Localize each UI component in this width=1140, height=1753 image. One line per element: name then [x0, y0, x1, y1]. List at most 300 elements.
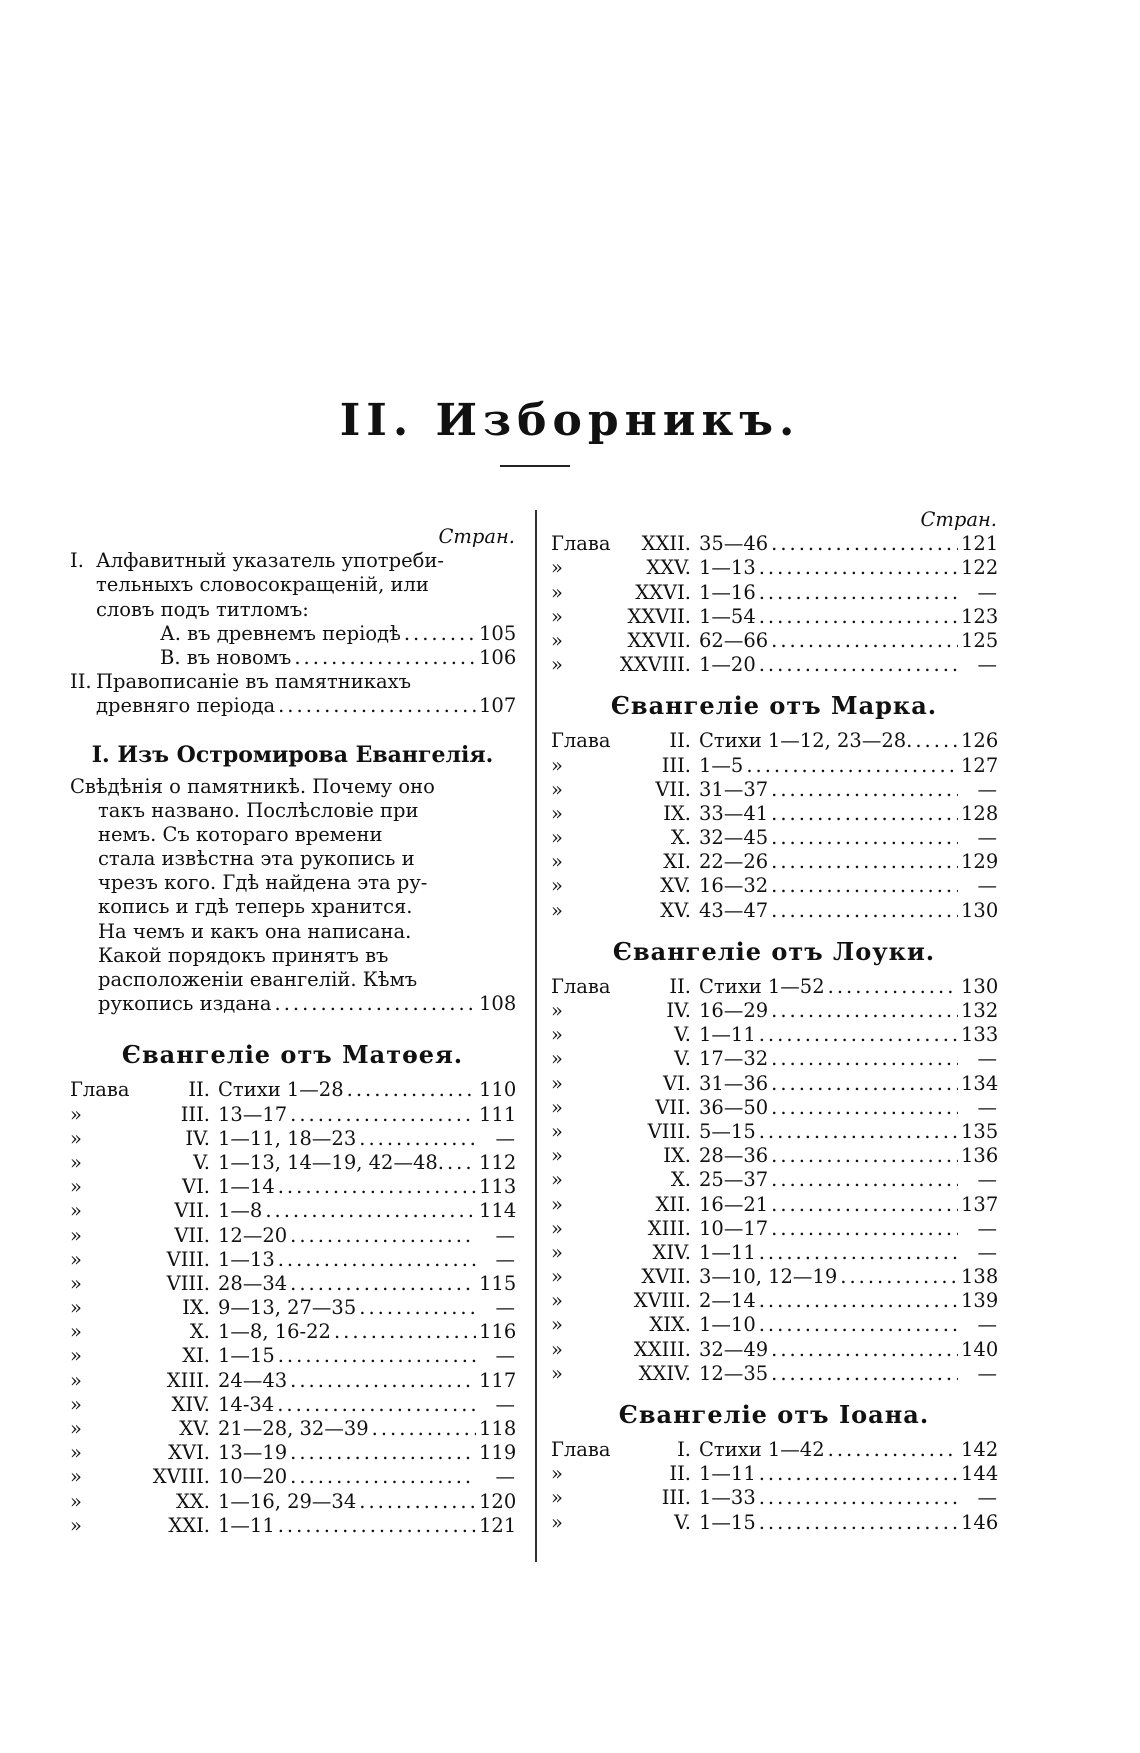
chapter-number: IV. [185, 1126, 210, 1150]
chapter-entry [551, 1072, 997, 1096]
verse-range: 24—43 [218, 1368, 288, 1392]
chapter-number: VII. [174, 1223, 210, 1247]
chapter-entry [551, 1486, 997, 1510]
verse-range: 2—14 [699, 1289, 756, 1313]
chapter-label: Глава [70, 1078, 130, 1102]
chapter-number: XV. [179, 1417, 210, 1440]
toc-text: древняго періода [96, 694, 276, 718]
chapter-number: XII. [655, 1192, 691, 1216]
verse-range: 12—35 [699, 1361, 769, 1385]
page-number: 130 [961, 898, 999, 922]
chapter-label: » [70, 1150, 82, 1174]
chapter-entry [70, 1103, 515, 1127]
chapter-label: » [551, 898, 563, 922]
dot-leader [447, 1151, 476, 1175]
chapter-number: VII. [655, 1095, 691, 1119]
chapter-number: XX. [176, 1489, 210, 1513]
chapter-label: » [70, 1126, 82, 1150]
dot-leader [771, 1193, 958, 1217]
chapter-label: » [70, 1271, 82, 1295]
chapter-label: Глава [551, 1438, 611, 1461]
page-number: 112 [479, 1150, 517, 1174]
chapter-entry [70, 1393, 515, 1417]
page-number: — [495, 1223, 515, 1247]
verse-range: 32—45 [699, 826, 769, 850]
chapter-entry [551, 874, 997, 898]
dot-leader [275, 992, 476, 1016]
paragraph-last-line [70, 992, 515, 1016]
verse-range: 1—15 [218, 1344, 275, 1368]
dot-leader [759, 1023, 958, 1047]
dot-leader [278, 1514, 476, 1538]
verse-range: 9—13, 27—35 [218, 1296, 357, 1320]
verse-range: 10—17 [699, 1216, 769, 1240]
dot-leader [759, 581, 958, 605]
toc-text: словъ подъ титломъ: [96, 597, 309, 621]
chapter-entry [551, 778, 997, 802]
dot-leader [278, 694, 476, 718]
verse-range: 1—54 [699, 604, 756, 628]
section-title: I. Изъ Остромирова Евангелія. [91, 741, 494, 768]
verse-range: 1—33 [699, 1486, 756, 1510]
chapter-label: » [70, 1320, 82, 1344]
chapter-number: VIII. [647, 1119, 691, 1143]
chapter-number: XIII. [647, 1216, 691, 1240]
chapter-label: » [551, 1192, 563, 1216]
dot-leader [771, 899, 958, 923]
page-number: 138 [961, 1265, 999, 1289]
matthew-list [70, 1078, 515, 1538]
chapter-label: » [70, 1441, 82, 1465]
chapter-number: XV. [660, 874, 691, 898]
matthew-title: Євангеліе отъ Матѳея. [121, 1040, 464, 1070]
page-number: — [977, 1240, 997, 1264]
dot-leader [771, 629, 958, 653]
verse-range: 1—16 [699, 580, 756, 604]
page-number: — [977, 1216, 997, 1240]
chapter-number: VI. [663, 1071, 691, 1095]
verse-range: 1—8, 16-22 [218, 1320, 331, 1344]
chapter-label: » [551, 753, 563, 777]
chapter-number: III. [661, 753, 691, 777]
dot-leader [771, 850, 958, 874]
paragraph-line: расположеніи евангелій. Кѣмъ [98, 968, 418, 991]
chapter-entry [70, 1224, 515, 1248]
chapter-number: XXII. [641, 532, 691, 556]
chapter-entry [70, 1490, 515, 1514]
verse-range: Стихи 1—52 [699, 974, 825, 998]
verse-range: 62—66 [699, 628, 769, 652]
dot-leader [290, 1369, 476, 1393]
chapter-number: II. [188, 1078, 210, 1102]
dot-leader [404, 622, 476, 646]
chapter-number: XIV. [652, 1240, 691, 1264]
dot-leader [359, 1127, 476, 1151]
right-column [551, 508, 997, 1535]
page-number: — [495, 1247, 515, 1271]
chapter-entry [551, 826, 997, 850]
chapter-entry [551, 999, 997, 1023]
toc-text: тельныхъ словосокращеній, или [96, 573, 429, 597]
chapter-label: » [70, 1368, 82, 1392]
chapter-number: X. [670, 1168, 691, 1192]
toc-number: II. [70, 670, 92, 694]
dot-leader [359, 1296, 476, 1320]
dot-leader [771, 1217, 958, 1241]
chapter-entry [551, 629, 997, 653]
verse-range: 36—50 [699, 1095, 769, 1119]
paragraph-line: немъ. Съ котораго времени [98, 822, 383, 846]
chapter-label: » [551, 1313, 563, 1337]
page-number: 105 [479, 621, 517, 645]
page-number: — [495, 1126, 515, 1150]
john-list [551, 1438, 997, 1535]
toc-entry [70, 670, 515, 694]
toc-list [70, 549, 515, 718]
page-number: 126 [961, 729, 999, 753]
page-number: — [977, 1168, 997, 1192]
chapter-label: » [551, 556, 563, 580]
page-number: — [977, 653, 997, 677]
verse-range: 16—29 [699, 999, 769, 1022]
page-number: 120 [479, 1489, 517, 1513]
chapter-label: » [551, 604, 563, 628]
chapter-label: » [70, 1465, 82, 1489]
chapter-label: » [551, 1216, 563, 1240]
toc-entry [70, 549, 515, 573]
verse-range: 1—13 [218, 1247, 275, 1271]
dot-leader [746, 754, 958, 778]
chapter-number: XIII. [166, 1368, 210, 1392]
page-number: 123 [961, 604, 999, 628]
chapter-entry [70, 1248, 515, 1272]
chapter-label: » [70, 1417, 82, 1440]
toc-entry [70, 646, 515, 670]
chapter-entry [551, 653, 997, 677]
dot-leader [771, 826, 958, 850]
page-number: — [495, 1344, 515, 1368]
toc-number: I. [70, 549, 84, 573]
verse-range: 5—15 [699, 1119, 756, 1143]
chapter-number: XV. [660, 898, 691, 922]
verse-range: 12—20 [218, 1223, 288, 1247]
verse-range: 1—11 [218, 1513, 275, 1537]
chapter-entry [551, 1362, 997, 1386]
chapter-number: XXVIII. [619, 653, 691, 677]
verse-range: 31—36 [699, 1071, 769, 1095]
toc-text: Алфавитный указатель употреби- [96, 549, 444, 573]
dot-leader [759, 1313, 958, 1337]
chapter-number: II. [669, 729, 691, 753]
chapter-entry [551, 1289, 997, 1313]
page-number: 130 [961, 974, 999, 998]
chapter-number: XI. [182, 1344, 210, 1368]
chapter-label: » [70, 1175, 82, 1199]
column-divider [535, 510, 537, 1562]
dot-leader [759, 556, 958, 580]
paragraph-line: На чемъ и какъ она написана. [98, 919, 412, 943]
chapter-label: » [551, 777, 563, 801]
page-number: — [977, 826, 997, 850]
chapter-number: VII. [655, 777, 691, 801]
toc-entry [70, 694, 515, 718]
chapter-entry [551, 1096, 997, 1120]
chapter-number: XXIII. [633, 1337, 691, 1361]
dot-leader [294, 646, 476, 670]
verse-range: 13—19 [218, 1441, 288, 1465]
chapter-label: » [70, 1199, 82, 1223]
chapter-number: V. [674, 1047, 691, 1071]
chapter-number: VIII. [166, 1271, 210, 1295]
left-column [70, 525, 515, 1538]
page-number: 129 [961, 850, 999, 874]
verse-range: 3—10, 12—19 [699, 1265, 838, 1289]
toc-text: В. въ новомъ [160, 645, 292, 669]
paragraph-last-text: рукопись издана [98, 992, 272, 1016]
john-title: Євангеліе отъ Іоана. [618, 1400, 930, 1429]
chapter-number: VIII. [166, 1247, 210, 1271]
dot-leader [771, 1144, 958, 1168]
dot-leader [359, 1490, 476, 1514]
chapter-label: » [551, 1361, 563, 1385]
dot-leader [771, 999, 958, 1023]
chapter-number: XVI. [168, 1441, 210, 1465]
chapter-entry [551, 975, 997, 999]
verse-range: 16—21 [699, 1192, 769, 1216]
chapter-label: » [551, 580, 563, 604]
chapter-label: » [70, 1344, 82, 1368]
page-number: — [495, 1465, 515, 1489]
chapter-entry [70, 1344, 515, 1368]
chapter-entry [70, 1199, 515, 1223]
toc-text: А. въ древнемъ періодѣ [160, 621, 401, 645]
page-number: — [977, 1486, 997, 1510]
chapter-label: Глава [551, 974, 611, 998]
chapter-label: » [551, 628, 563, 652]
luke-title: Євангеліе отъ Лоуки. [612, 936, 936, 966]
dot-leader [278, 1344, 476, 1368]
chapter-label: » [551, 1095, 563, 1119]
chapter-number: XXVII. [627, 604, 691, 628]
chapter-label: » [551, 801, 563, 825]
verse-range: 21—28, 32—39 [218, 1417, 369, 1440]
chapter-number: IX. [663, 1144, 691, 1168]
matthew-continued-list [551, 532, 997, 677]
chapter-label: » [551, 1144, 563, 1168]
dot-leader [278, 1248, 476, 1272]
chapter-label: » [70, 1489, 82, 1513]
chapter-number: IX. [182, 1296, 210, 1320]
chapter-entry [551, 1144, 997, 1168]
chapter-label: » [551, 999, 563, 1022]
page-number: 134 [961, 1071, 999, 1095]
chapter-number: XVIII. [633, 1289, 691, 1313]
page-number: 108 [479, 992, 517, 1016]
verse-range: 1—11, 18—23 [218, 1126, 357, 1150]
chapter-number: V. [674, 1510, 691, 1534]
chapter-entry [551, 1168, 997, 1192]
chapter-number: XXV. [646, 556, 691, 580]
dot-leader [290, 1272, 476, 1296]
verse-range: 1—13, 14—19, 42—48. [218, 1150, 444, 1174]
chapter-number: X. [189, 1320, 210, 1344]
title-rule [500, 465, 570, 467]
chapter-label: » [551, 1289, 563, 1313]
dot-leader [290, 1441, 476, 1465]
verse-range: 25—37 [699, 1168, 769, 1192]
chapter-entry [551, 556, 997, 580]
page-number: 142 [961, 1438, 999, 1461]
dot-leader [915, 729, 958, 753]
chapter-entry [551, 1313, 997, 1337]
chapter-label: » [70, 1296, 82, 1320]
chapter-entry [551, 899, 997, 923]
toc-text: Правописаніе въ памятникахъ [96, 670, 412, 694]
chapter-entry [70, 1272, 515, 1296]
chapter-label: » [551, 1462, 563, 1486]
chapter-entry [551, 1511, 997, 1535]
chapter-number: XIV. [171, 1392, 210, 1416]
page-number: 116 [479, 1320, 517, 1344]
verse-range: 1—10 [699, 1313, 756, 1337]
page-number: 113 [479, 1175, 517, 1199]
chapter-entry [551, 581, 997, 605]
chapter-entry [70, 1369, 515, 1393]
verse-range: 1—20 [699, 653, 756, 677]
page-number: 110 [479, 1078, 517, 1102]
chapter-entry [551, 1438, 997, 1462]
chapter-label: » [551, 653, 563, 677]
chapter-number: III. [180, 1102, 210, 1126]
verse-range: 1—13 [699, 556, 756, 580]
chapter-number: V. [193, 1150, 210, 1174]
chapter-label: » [551, 1486, 563, 1510]
chapter-entry [551, 532, 997, 556]
page-number: 136 [961, 1144, 999, 1168]
dot-leader [290, 1465, 476, 1489]
page-number: 119 [479, 1441, 517, 1465]
page-number: 133 [961, 1023, 999, 1047]
chapter-entry [551, 1120, 997, 1144]
chapter-label: Глава [551, 532, 611, 556]
chapter-label: » [551, 1265, 563, 1289]
page-number: 114 [479, 1199, 517, 1223]
verse-range: 22—26 [699, 850, 769, 874]
verse-range: 28—36 [699, 1144, 769, 1168]
page-number: — [977, 1095, 997, 1119]
page-number: 125 [961, 628, 999, 652]
chapter-entry [551, 605, 997, 629]
verse-range: 32—49 [699, 1337, 769, 1361]
page-number: — [977, 777, 997, 801]
chapter-number: XXVII. [627, 628, 691, 652]
dot-leader [771, 1168, 958, 1192]
dot-leader [290, 1224, 476, 1248]
paragraph-line: Свѣдѣнія о памятникѣ. Почему оно [70, 774, 435, 798]
dot-leader [771, 1047, 958, 1071]
paragraph-line: стала извѣстна эта рукопись и [98, 847, 415, 871]
page-number: — [495, 1392, 515, 1416]
chapter-entry [70, 1078, 515, 1102]
chapter-label: » [551, 1168, 563, 1192]
chapter-entry [70, 1465, 515, 1489]
page-number: 118 [479, 1417, 517, 1440]
page-number: 115 [479, 1271, 517, 1295]
chapter-entry [70, 1514, 515, 1538]
page-number: 135 [961, 1119, 999, 1143]
dot-leader [759, 653, 958, 677]
chapter-label: » [551, 1071, 563, 1095]
chapter-number: XVII. [641, 1265, 691, 1289]
dot-leader [828, 1438, 958, 1462]
verse-range: 1—8 [218, 1199, 263, 1223]
chapter-label: » [70, 1223, 82, 1247]
luke-list [551, 975, 997, 1386]
chapter-number: IV. [666, 999, 691, 1022]
dot-leader [759, 1241, 958, 1265]
section-paragraph [70, 775, 515, 993]
verse-range: 1—11 [699, 1240, 756, 1264]
page-number: 107 [479, 694, 517, 718]
dot-leader [290, 1103, 476, 1127]
page-number: 128 [961, 801, 999, 825]
dot-leader [771, 1096, 958, 1120]
verse-range: Стихи 1—28 [218, 1078, 344, 1102]
toc-entry [70, 573, 515, 597]
page-number: 137 [961, 1192, 999, 1216]
chapter-entry [551, 754, 997, 778]
page-number: 121 [479, 1513, 517, 1537]
chapter-entry [70, 1296, 515, 1320]
toc-entry [70, 598, 515, 622]
dot-leader [759, 1462, 958, 1486]
dot-leader [771, 1362, 958, 1386]
verse-range: 10—20 [218, 1465, 288, 1489]
page-number: — [977, 1313, 997, 1337]
verse-range: 1—11 [699, 1462, 756, 1486]
paragraph-line: такъ названо. Послѣсловіе при [98, 798, 419, 822]
page-number: — [977, 1361, 997, 1385]
page-number: 106 [479, 645, 517, 669]
dot-leader [771, 1338, 958, 1362]
chapter-number: X. [670, 826, 691, 850]
verse-range: 43—47 [699, 898, 769, 922]
dot-leader [759, 1289, 958, 1313]
dot-leader [840, 1265, 958, 1289]
verse-range: 1—15 [699, 1510, 756, 1534]
paragraph-line: копись и гдѣ теперь хранится. [98, 895, 413, 919]
chapter-entry [551, 1338, 997, 1362]
page-number: 146 [961, 1510, 999, 1534]
chapter-number: II. [669, 974, 691, 998]
chapter-number: VII. [174, 1199, 210, 1223]
page-number: 132 [961, 999, 999, 1022]
dot-leader [771, 874, 958, 898]
verse-range: 1—11 [699, 1023, 756, 1047]
page-number: 140 [961, 1337, 999, 1361]
page-number: — [977, 580, 997, 604]
verse-range: Стихи 1—42 [699, 1438, 825, 1461]
dot-leader [278, 1175, 476, 1199]
verse-range: 35—46 [699, 532, 769, 556]
verse-range: Стихи 1—12, 23—28. [699, 729, 913, 753]
chapter-number: XVIII. [152, 1465, 210, 1489]
page-number: — [977, 1047, 997, 1071]
chapter-number: XXIV. [638, 1361, 691, 1385]
chapter-label: » [70, 1513, 82, 1537]
page-number: 127 [961, 753, 999, 777]
page-number: 122 [961, 556, 999, 580]
